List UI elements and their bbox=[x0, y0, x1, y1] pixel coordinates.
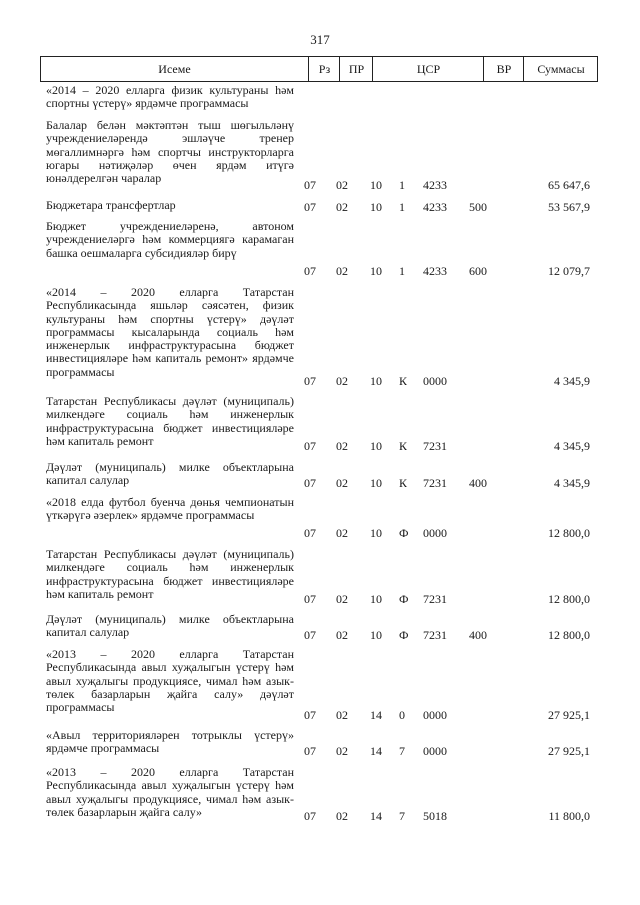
table-row bbox=[46, 461, 594, 490]
row-csr-2: Ф bbox=[399, 592, 409, 606]
row-pr: 02 bbox=[336, 178, 348, 192]
row-sum: 27 925,1 bbox=[548, 708, 590, 722]
row-sum: 11 800,0 bbox=[548, 809, 590, 823]
header-sum: Суммасы bbox=[523, 57, 598, 81]
row-name: Балалар белән мәктәптән тыш шөгыльләнү учреждениеләрендә эшләүче тренер мөгаллимнәргә һәм спортчы инструкторларга югары нәтиҗәләр өчен ярдәм итүгә юнәлдерелгән чаралар bbox=[46, 118, 294, 186]
row-rz: 07 bbox=[304, 592, 316, 606]
row-name: Дәүләт (муниципаль) милке объектларына капитал салулар bbox=[46, 612, 294, 640]
row-csr-3: 7231 bbox=[423, 592, 447, 606]
row-rz: 07 bbox=[304, 628, 316, 642]
row-csr-1: 10 bbox=[370, 476, 382, 490]
row-csr-3: 7231 bbox=[423, 628, 447, 642]
row-name: «2013 – 2020 елларга Татарстан Республикасында авыл хуҗалыгын үстерү һәм авыл хуҗалыгы продукциясе, чимал һәм азык-төлек базарларын җайга салу» дәүләт программасы bbox=[46, 647, 294, 715]
row-csr-1: 10 bbox=[370, 374, 382, 388]
table-header bbox=[40, 56, 598, 82]
row-csr-2: 0 bbox=[399, 708, 405, 722]
header-pr: ПР bbox=[339, 57, 373, 81]
table-row bbox=[46, 496, 594, 540]
row-pr: 02 bbox=[336, 200, 348, 214]
row-name: Бюджетара трансфертлар bbox=[46, 198, 176, 212]
table-row bbox=[46, 548, 594, 606]
row-name: «2018 елда футбол буенча дөнья чемпионатын үткәрүгә әзерлек» ярдәмче программасы bbox=[46, 495, 294, 523]
row-csr-2: Ф bbox=[399, 628, 409, 642]
row-csr-3: 0000 bbox=[423, 374, 447, 388]
row-sum: 4 345,9 bbox=[554, 439, 590, 453]
row-csr-1: 14 bbox=[370, 744, 382, 758]
row-sum: 12 800,0 bbox=[548, 592, 590, 606]
row-vr: 600 bbox=[469, 264, 487, 278]
table-row bbox=[46, 729, 594, 758]
row-name: Дәүләт (муниципаль) милке объектларына капитал салулар bbox=[46, 460, 294, 488]
table-row bbox=[46, 395, 594, 453]
row-pr: 02 bbox=[336, 628, 348, 642]
row-csr-3: 5018 bbox=[423, 809, 447, 823]
row-csr-2: 1 bbox=[399, 178, 405, 192]
row-sum: 12 079,7 bbox=[548, 264, 590, 278]
row-rz: 07 bbox=[304, 178, 316, 192]
row-csr-1: 10 bbox=[370, 526, 382, 540]
row-csr-3: 4233 bbox=[423, 264, 447, 278]
table-row bbox=[46, 613, 594, 642]
row-rz: 07 bbox=[304, 526, 316, 540]
row-csr-2: К bbox=[399, 439, 408, 453]
row-sum: 65 647,6 bbox=[548, 178, 590, 192]
table-row bbox=[46, 119, 594, 192]
row-csr-1: 10 bbox=[370, 628, 382, 642]
row-csr-1: 10 bbox=[370, 200, 382, 214]
header-csr: ЦСР bbox=[372, 57, 484, 81]
row-pr: 02 bbox=[336, 744, 348, 758]
row-sum: 4 345,9 bbox=[554, 476, 590, 490]
row-pr: 02 bbox=[336, 439, 348, 453]
row-csr-1: 14 bbox=[370, 809, 382, 823]
row-rz: 07 bbox=[304, 744, 316, 758]
table-row bbox=[46, 220, 594, 278]
row-csr-1: 10 bbox=[370, 264, 382, 278]
table-row bbox=[46, 84, 594, 112]
row-csr-2: 7 bbox=[399, 809, 405, 823]
row-rz: 07 bbox=[304, 200, 316, 214]
row-pr: 02 bbox=[336, 592, 348, 606]
row-csr-2: К bbox=[399, 476, 408, 490]
row-csr-3: 0000 bbox=[423, 744, 447, 758]
row-csr-2: 7 bbox=[399, 744, 405, 758]
row-vr: 400 bbox=[469, 628, 487, 642]
row-csr-2: 1 bbox=[399, 264, 405, 278]
row-vr: 400 bbox=[469, 476, 487, 490]
row-name: «2014 – 2020 елларга физик культураны һәм спортны үстерү» ярдәмче программасы bbox=[46, 83, 294, 111]
row-rz: 07 bbox=[304, 809, 316, 823]
row-csr-3: 4233 bbox=[423, 178, 447, 192]
row-name: «2013 – 2020 елларга Татарстан Республикасында авыл хуҗалыгын үстерү һәм авыл хуҗалыгы продукциясе, чимал һәм азык-төлек базарларын җайга салу» bbox=[46, 765, 294, 819]
row-sum: 4 345,9 bbox=[554, 374, 590, 388]
row-name: Татарстан Республикасы дәүләт (муниципаль) милкендәге социаль һәм инженерлык инфраструктурасына бюджет инвестицияләре һәм капиталь ремонт bbox=[46, 394, 294, 448]
row-pr: 02 bbox=[336, 264, 348, 278]
header-vr: ВР bbox=[483, 57, 524, 81]
row-csr-3: 0000 bbox=[423, 526, 447, 540]
row-rz: 07 bbox=[304, 439, 316, 453]
row-sum: 12 800,0 bbox=[548, 526, 590, 540]
header-name: Исеме bbox=[158, 62, 191, 76]
row-csr-2: Ф bbox=[399, 526, 409, 540]
row-pr: 02 bbox=[336, 809, 348, 823]
table-row bbox=[46, 199, 594, 214]
page-number: 317 bbox=[310, 32, 330, 47]
row-pr: 02 bbox=[336, 374, 348, 388]
row-rz: 07 bbox=[304, 476, 316, 490]
row-csr-1: 10 bbox=[370, 592, 382, 606]
row-csr-3: 7231 bbox=[423, 439, 447, 453]
row-rz: 07 bbox=[304, 374, 316, 388]
table-row bbox=[46, 766, 594, 823]
row-sum: 53 567,9 bbox=[548, 200, 590, 214]
row-name: «2014 – 2020 елларга Татарстан Республикасында яшьләр сәясәтен, физик культураны һәм спортны үстерү» дәүләт программасы кысаларында социаль һәм инженерлык инфраструктурасына бюджет инвестицияләре һәм капиталь ремонт» ярдәмче программасы bbox=[46, 285, 294, 379]
row-csr-1: 10 bbox=[370, 439, 382, 453]
row-name: «Авыл территорияләрен тотрыклы үстерү» ярдәмче программасы bbox=[46, 728, 294, 756]
row-csr-1: 14 bbox=[370, 708, 382, 722]
row-pr: 02 bbox=[336, 526, 348, 540]
header-rz: Рз bbox=[308, 57, 340, 81]
row-rz: 07 bbox=[304, 708, 316, 722]
row-name: Бюджет учреждениеләренә, автоном учреждениеләргә һәм коммерциягә карамаган башка оешмаларга субсидияләр бирү bbox=[46, 219, 294, 260]
row-csr-2: 1 bbox=[399, 200, 405, 214]
row-csr-1: 10 bbox=[370, 178, 382, 192]
row-rz: 07 bbox=[304, 264, 316, 278]
row-name: Татарстан Республикасы дәүләт (муниципаль) милкендәге социаль һәм инженерлык инфраструктурасына бюджет инвестицияләре һәм капиталь ремонт bbox=[46, 547, 294, 601]
row-pr: 02 bbox=[336, 708, 348, 722]
row-sum: 27 925,1 bbox=[548, 744, 590, 758]
row-csr-3: 7231 bbox=[423, 476, 447, 490]
row-vr: 500 bbox=[469, 200, 487, 214]
row-csr-3: 0000 bbox=[423, 708, 447, 722]
table-row bbox=[46, 286, 594, 388]
row-pr: 02 bbox=[336, 476, 348, 490]
row-sum: 12 800,0 bbox=[548, 628, 590, 642]
row-csr-3: 4233 bbox=[423, 200, 447, 214]
table-row bbox=[46, 648, 594, 722]
row-csr-2: К bbox=[399, 374, 408, 388]
